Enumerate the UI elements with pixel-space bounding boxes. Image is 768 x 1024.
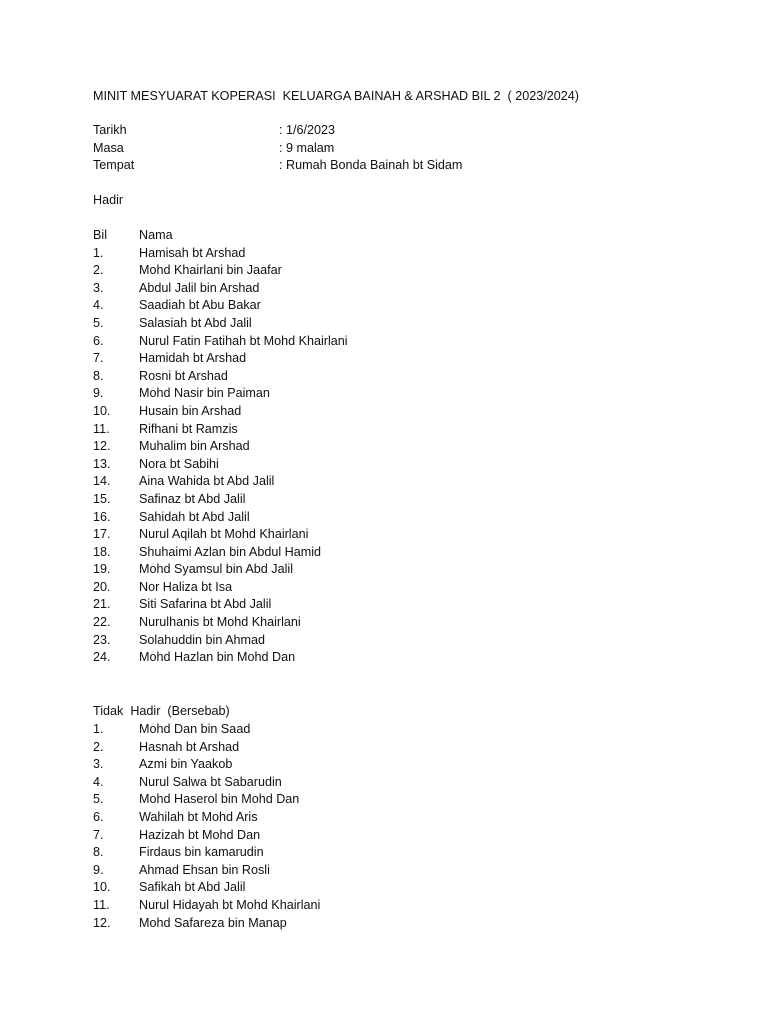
item-number: 2. <box>93 739 104 754</box>
item-name: Rifhani bt Ramzis <box>139 421 238 436</box>
hadir-rows <box>93 245 348 667</box>
item-name: Hamidah bt Arshad <box>139 351 247 366</box>
item-number: 2. <box>93 263 104 278</box>
list-item <box>93 614 301 632</box>
meta-value: : 9 malam <box>279 140 335 155</box>
item-name: Nor Haliza bt Isa <box>139 579 233 594</box>
list-item <box>93 350 247 368</box>
item-number: 13. <box>93 456 111 471</box>
list-item <box>93 596 272 614</box>
item-name: Aina Wahida bt Abd Jalil <box>139 474 275 489</box>
nama-header: Nama <box>139 228 173 242</box>
item-number: 14. <box>93 474 111 489</box>
list-item <box>93 526 309 544</box>
list-item <box>93 509 250 527</box>
list-item <box>93 245 246 263</box>
item-number: 12. <box>93 439 111 454</box>
list-item <box>93 438 250 456</box>
list-item <box>93 473 275 491</box>
item-number: 22. <box>93 615 111 630</box>
item-number: 9. <box>93 386 104 401</box>
meta-value: : Rumah Bonda Bainah bt Sidam <box>279 158 463 173</box>
item-name: Husain bin Arshad <box>139 403 242 418</box>
list-item <box>93 649 296 667</box>
meta-label: Tempat <box>93 158 135 173</box>
item-number: 8. <box>93 845 104 860</box>
item-name: Nurul Salwa bt Sabarudin <box>139 774 282 789</box>
item-name: Safinaz bt Abd Jalil <box>139 491 246 506</box>
item-name: Mohd Hazlan bin Mohd Dan <box>139 650 296 665</box>
list-item <box>93 632 266 650</box>
item-name: Hamisah bt Arshad <box>139 245 246 260</box>
item-number: 9. <box>93 862 104 877</box>
item-number: 20. <box>93 579 111 594</box>
list-item <box>93 368 228 386</box>
item-number: 8. <box>93 368 104 383</box>
item-name: Sahidah bt Abd Jalil <box>139 509 250 524</box>
item-name: Ahmad Ehsan bin Rosli <box>139 862 270 877</box>
item-name: Muhalim bin Arshad <box>139 439 250 454</box>
item-number: 5. <box>93 792 104 807</box>
list-item <box>93 491 246 509</box>
item-name: Siti Safarina bt Abd Jalil <box>139 597 272 612</box>
list-item <box>93 297 261 315</box>
item-number: 1. <box>93 722 104 736</box>
item-number: 11. <box>93 421 110 436</box>
bil-header: Bil <box>93 228 107 242</box>
hadir-heading: Hadir <box>93 193 124 207</box>
item-number: 7. <box>93 351 104 366</box>
item-name: Hazizah bt Mohd Dan <box>139 827 261 842</box>
item-name: Mohd Safareza bin Manap <box>139 915 287 930</box>
meeting-details <box>93 122 463 175</box>
item-name: Nora bt Sabihi <box>139 456 219 471</box>
item-name: Solahuddin bin Ahmad <box>139 632 266 647</box>
tidak-hadir-heading: Tidak Hadir (Bersebab) <box>93 704 230 718</box>
item-number: 11. <box>93 897 110 912</box>
list-item <box>93 421 238 439</box>
list-item <box>93 544 322 562</box>
list-item <box>93 403 242 421</box>
item-number: 18. <box>93 544 111 559</box>
list-item <box>93 579 233 597</box>
item-number: 7. <box>93 827 104 842</box>
item-name: Mohd Dan bin Saad <box>139 722 251 736</box>
list-item <box>93 280 260 298</box>
item-number: 21. <box>93 597 111 612</box>
item-number: 3. <box>93 757 104 772</box>
item-name: Wahilah bt Mohd Aris <box>139 809 258 824</box>
table-header-row <box>93 227 173 245</box>
item-number: 17. <box>93 527 111 542</box>
hadir-list <box>93 227 348 667</box>
item-name: Shuhaimi Azlan bin Abdul Hamid <box>139 544 322 559</box>
item-name: Hasnah bt Arshad <box>139 739 240 754</box>
item-number: 10. <box>93 403 111 418</box>
item-number: 6. <box>93 333 104 348</box>
item-name: Mohd Syamsul bin Abd Jalil <box>139 562 294 577</box>
meta-row-tarikh <box>93 122 336 140</box>
item-name: Firdaus bin kamarudin <box>139 845 264 860</box>
item-name: Mohd Khairlani bin Jaafar <box>139 263 282 278</box>
item-number: 23. <box>93 632 111 647</box>
list-item <box>93 385 270 403</box>
item-name: Nurul Fatin Fatihah bt Mohd Khairlani <box>139 333 348 348</box>
item-number: 1. <box>93 245 104 260</box>
item-name: Rosni bt Arshad <box>139 368 228 383</box>
meta-row-tempat <box>93 157 463 175</box>
item-name: Nurul Hidayah bt Mohd Khairlani <box>139 897 321 912</box>
item-number: 6. <box>93 809 104 824</box>
item-name: Mohd Haserol bin Mohd Dan <box>139 792 300 807</box>
document-title: MINIT MESYUARAT KOPERASI KELUARGA BAINAH & ARSHAD BIL 2 ( 2023/2024) <box>93 89 579 103</box>
item-number: 24. <box>93 650 111 665</box>
item-name: Azmi bin Yaakob <box>139 757 233 772</box>
item-number: 12. <box>93 915 111 930</box>
list-item <box>93 315 252 333</box>
item-number: 10. <box>93 880 111 895</box>
meta-label: Masa <box>93 140 124 155</box>
item-name: Abdul Jalil bin Arshad <box>139 280 260 295</box>
item-number: 19. <box>93 562 111 577</box>
list-item <box>93 262 282 280</box>
item-number: 5. <box>93 315 104 330</box>
list-item <box>93 561 294 579</box>
list-item <box>93 456 219 474</box>
item-number: 4. <box>93 774 104 789</box>
item-number: 15. <box>93 491 111 506</box>
meta-value: : 1/6/2023 <box>279 123 336 137</box>
item-number: 3. <box>93 280 104 295</box>
item-name: Safikah bt Abd Jalil <box>139 880 246 895</box>
item-name: Salasiah bt Abd Jalil <box>139 315 252 330</box>
item-name: Mohd Nasir bin Paiman <box>139 386 270 401</box>
list-item <box>93 333 348 351</box>
item-name: Nurulhanis bt Mohd Khairlani <box>139 615 301 630</box>
item-number: 4. <box>93 298 104 313</box>
item-name: Nurul Aqilah bt Mohd Khairlani <box>139 527 309 542</box>
meta-label: Tarikh <box>93 123 127 137</box>
item-name: Saadiah bt Abu Bakar <box>139 298 261 313</box>
item-number: 16. <box>93 509 111 524</box>
meta-row-masa <box>93 140 335 158</box>
